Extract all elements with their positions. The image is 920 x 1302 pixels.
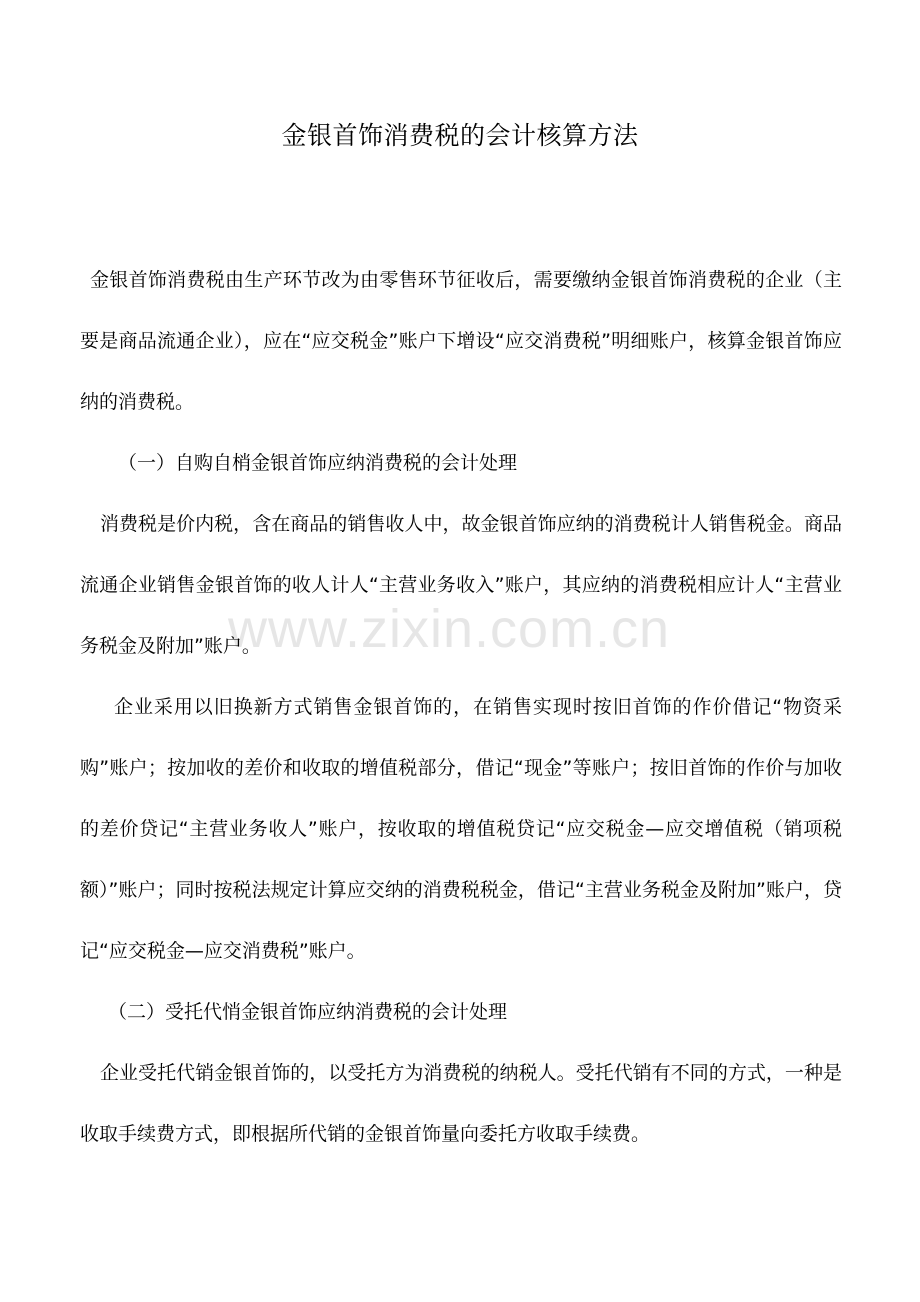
paragraph-section2-a: 企业受托代销金银首饰的，以受托方为消费税的纳税人。受托代销有不同的方式，一种是收取手续费方式，即根据所代销的金银首饰量向委托方收取手续费。 <box>80 1062 842 1145</box>
paragraph-section1-a: 消费税是价内税，含在商品的销售收人中，故金银首饰应纳的消费税计人销售税金。商品流通企业销售金银首饰的收人计人“主营业务收入”账户，其应纳的消费税相应计人“主营业务税金及附加”账户。 <box>80 513 842 657</box>
document-title: 金银首饰消费税的会计核算方法 <box>281 121 639 150</box>
paragraph-intro: 金银首饰消费税由生产环节改为由零售环节征收后，需要缴纳金银首饰消费税的企业（主要是商品流通企业），应在“应交税金”账户下增设“应交消费税”明细账户，核算金银首饰应纳的消费税。 <box>80 269 842 413</box>
watermark: www.zixin.com.cn <box>228 599 671 659</box>
document-body <box>80 250 842 1165</box>
section-heading-2: （二）受托代悄金银首饰应纳消费税的会计处理 <box>108 1001 508 1023</box>
paragraph-section1-b: 企业采用以旧换新方式销售金银首饰的，在销售实现时按旧首饰的作价借记“物资采购”账户；按加收的差价和收取的增值税部分，借记“现金”等账户；按旧首饰的作价与加收的差价贷记“主营业务收人”账户，按收取的增值税贷记“应交税金—应交增值税（销项税额）”账户；同时按税法规定计算应交纳的消费税税金，借记“主营业务税金及附加”账户，贷记“应交税金—应交消费税”账户。 <box>80 696 842 962</box>
section-heading-1: （一）自购自梢金银首饰应纳消费税的会计处理 <box>118 452 518 474</box>
